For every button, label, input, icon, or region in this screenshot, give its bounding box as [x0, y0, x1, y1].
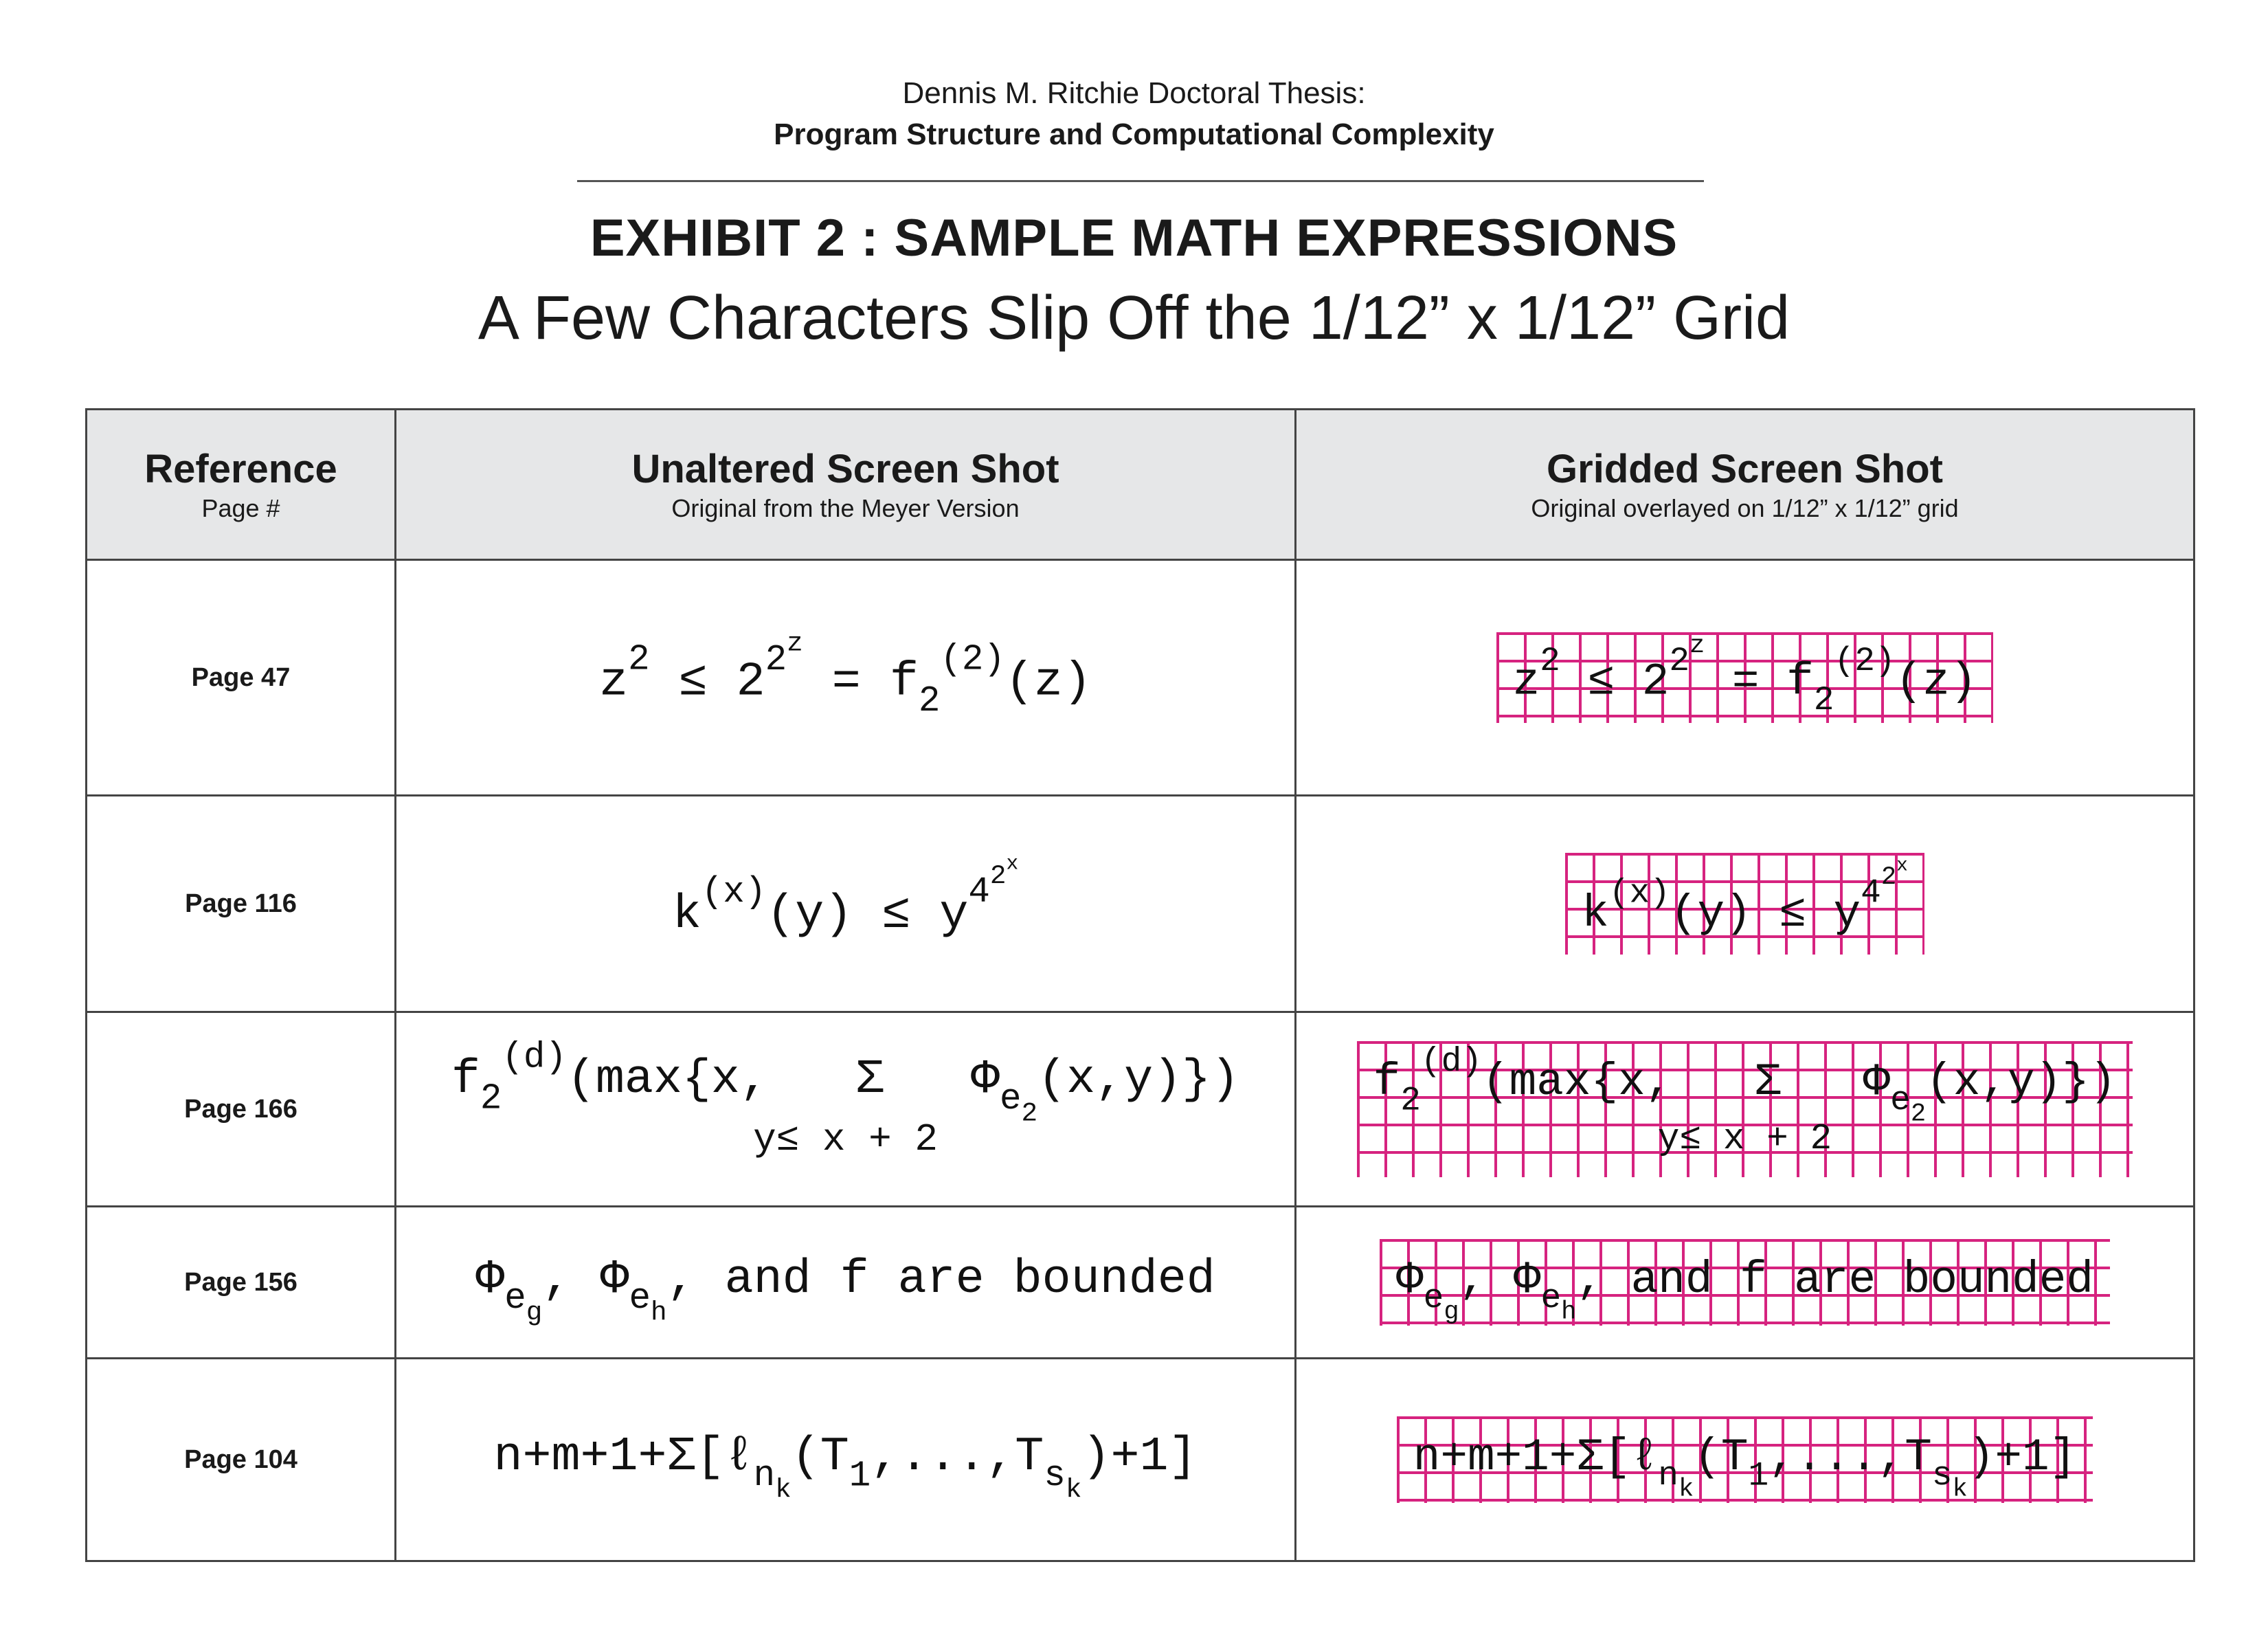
- thesis-title-line: Program Structure and Computational Complexity: [774, 118, 1494, 151]
- page-reference: Page 166: [87, 1012, 396, 1207]
- unaltered-screenshot: [396, 1207, 1296, 1359]
- page-reference: Page 104: [87, 1359, 396, 1561]
- column-header-reference: [87, 410, 396, 560]
- unaltered-screenshot: [396, 1012, 1296, 1207]
- math-expression: $k^{(x)}(y) \le y^{4^{2^x}}$: [1582, 855, 1908, 939]
- column-title: Gridded Screen Shot: [1547, 447, 1943, 491]
- table-row: [87, 560, 2194, 796]
- column-title: Reference: [144, 447, 337, 491]
- table-row: [87, 1359, 2194, 1561]
- math-expression: $f_2^{(d)}(\max\{x$, Σ $\Phi_{e_2}(x,y)$}) y≤ x + 2: [451, 1051, 1239, 1166]
- math-expression: $f_2^{(d)}(\max\{x$, Σ $\Phi_{e_2}(x,y)$}) y≤ x + 2: [1373, 1055, 2117, 1163]
- column-title: Unaltered Screen Shot: [631, 447, 1059, 491]
- exhibit-subtitle: A Few Characters Slip Off the 1/12” x 1/12” Grid: [478, 284, 1790, 353]
- header-divider: [577, 180, 1704, 182]
- math-expression: $k^{(x)}(y) \le y^{4^{2^x}}$: [672, 851, 1019, 942]
- table-row: [87, 1207, 2194, 1359]
- unaltered-screenshot: [396, 560, 1296, 796]
- column-subtitle: Original from the Meyer Version: [671, 494, 1020, 522]
- grid-overlay: [1397, 1416, 2093, 1504]
- table-header-row: [87, 410, 2194, 560]
- page-reference: Page 156: [87, 1207, 396, 1359]
- grid-overlay: [1380, 1239, 2110, 1326]
- page-reference: Page 116: [87, 796, 396, 1012]
- summation-bound: y≤ x + 2: [1657, 1117, 1832, 1159]
- exhibit-title: EXHIBIT 2 : SAMPLE MATH EXPRESSIONS: [590, 209, 1678, 267]
- unaltered-screenshot: [396, 1359, 1296, 1561]
- math-expression: $n+m+1+\Sigma[\ell_{n_k}(T_1,...,T_{s_k})+1]$: [493, 1429, 1198, 1506]
- table-row: [87, 1012, 2194, 1207]
- math-expression: $z^2 \le 2^{2^z} = f_2^{(2)}(z)$: [1512, 632, 1977, 720]
- gridded-screenshot: [1296, 1359, 2194, 1561]
- math-expression: $\Phi_{e_g}$, $\Phi_{e_h}$, and f are bounded: [1396, 1253, 2093, 1327]
- column-subtitle: Page #: [201, 494, 280, 522]
- unaltered-screenshot: [396, 796, 1296, 1012]
- math-expression: $n+m+1+\Sigma[\ell_{n_k}(T_1,...,T_{s_k})+1]$: [1413, 1431, 2077, 1504]
- gridded-screenshot: [1296, 1012, 2194, 1207]
- gridded-screenshot: [1296, 1207, 2194, 1359]
- table-row: [87, 796, 2194, 1012]
- column-header-unaltered: [396, 410, 1296, 560]
- math-expressions-table: [85, 408, 2195, 1562]
- page-reference: Page 47: [87, 560, 396, 796]
- thesis-author-line: Dennis M. Ritchie Doctoral Thesis:: [902, 76, 1366, 110]
- column-subtitle: Original overlayed on 1/12” x 1/12” grid: [1531, 494, 1959, 522]
- gridded-screenshot: [1296, 560, 2194, 796]
- grid-overlay: [1565, 853, 1924, 955]
- column-header-gridded: [1296, 410, 2194, 560]
- grid-overlay: [1496, 632, 1994, 723]
- summation-bound: y≤ x + 2: [753, 1117, 938, 1161]
- gridded-screenshot: [1296, 796, 2194, 1012]
- math-expression: $\Phi_{e_g}$, $\Phi_{e_h}$, and f are bounded: [475, 1252, 1215, 1329]
- grid-overlay: [1357, 1041, 2133, 1177]
- math-expression: $z^2 \le 2^{2^z} = f_2^{(2)}(z)$: [599, 627, 1092, 722]
